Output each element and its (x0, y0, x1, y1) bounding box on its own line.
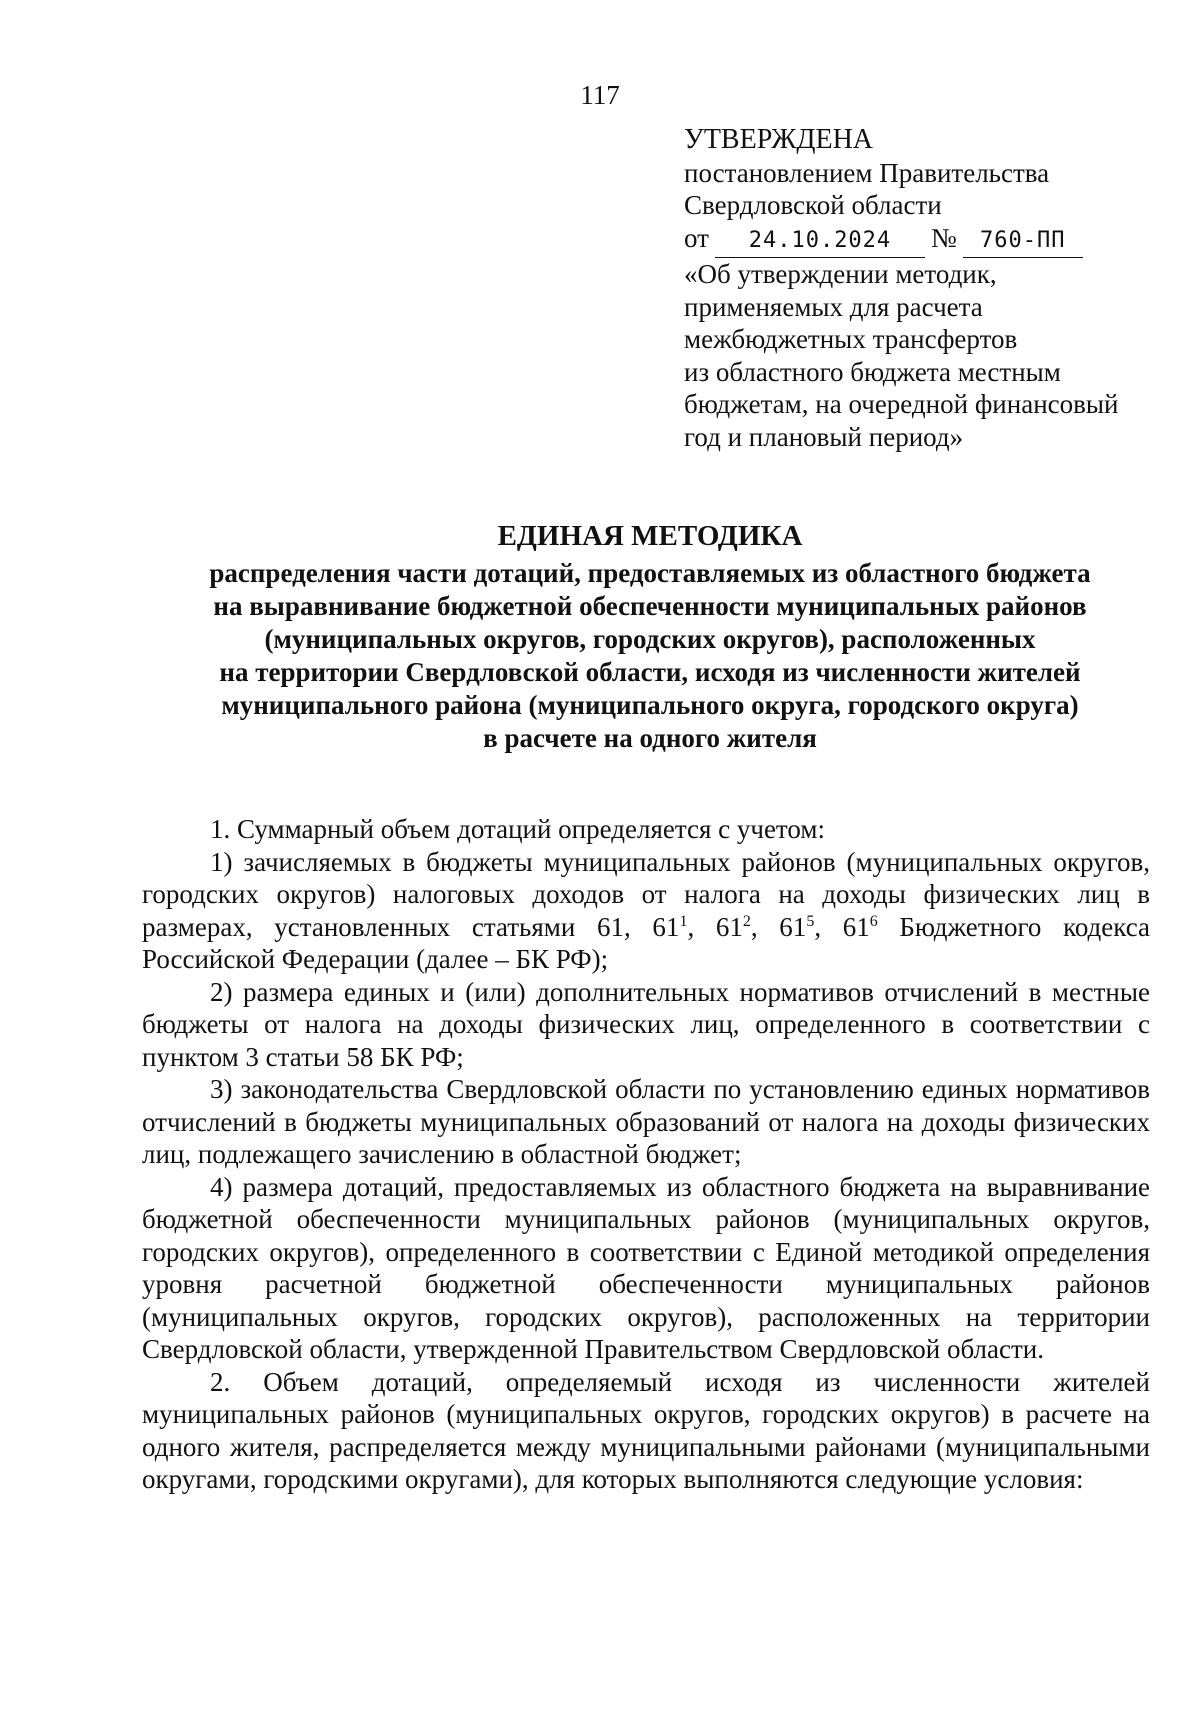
approval-line-1: постановлением Правительства (684, 157, 1050, 188)
resolution-title-line: применяемых для расчета (684, 291, 983, 322)
approval-date-number-line (684, 222, 1164, 259)
approval-block (684, 124, 1164, 453)
approval-heading: УТВЕРЖДЕНА (684, 124, 874, 155)
page-number: 117 (580, 80, 620, 110)
subtitle-line: муниципального района (муниципального округа, городского округа) (221, 690, 1079, 720)
subtitle-line: на выравнивание бюджетной обеспеченности муниципальных районов (213, 591, 1087, 621)
paragraph-1-1: 1) зачисляемых в бюджеты муниципальных районов (муниципальных округов, городских округов) налоговых доходов от налога на доходы физических лиц в размерах, установленных статьями 61, $61^1$, $61^2$, $61^5$, $61^6$ Бюджетного кодекса Российской Федерации (далее – БК РФ); (142, 846, 1151, 974)
resolution-title-line: год и плановый период» (684, 421, 964, 452)
paragraph-1-3: 3) законодательства Свердловской области по установлению единых нормативов отчислений в бюджеты муниципальных образований от налога на доходы физических лиц, подлежащего зачислению в областной бюджет; (142, 1074, 1150, 1169)
resolution-title-line: из областного бюджета местным (684, 356, 1061, 387)
resolution-title-line: «Об утверждении методик, (684, 259, 997, 289)
approval-number: 760-ПП (963, 225, 1083, 259)
from-label: от (684, 222, 709, 253)
resolution-title-line: бюджетам, на очередной финансовый (684, 389, 1119, 419)
paragraph-2: 2. Объем дотаций, определяемый исходя из численности жителей муниципальных районов (муниципальных округов, городских округов) в расчете на одного жителя, распределяется между муниципальными районами (муниципальными округами, городскими округами), для которых выполняются следующие условия: (142, 1366, 1150, 1494)
number-label: № (930, 222, 957, 253)
subtitle-line: в расчете на одного жителя (483, 723, 817, 753)
document-body (142, 813, 1150, 1496)
title-main: ЕДИНАЯ МЕТОДИКА (497, 520, 803, 552)
approval-date: 24.10.2024 (715, 225, 925, 259)
paragraph-1: 1. Суммарный объем дотаций определяется с учетом: (210, 814, 825, 844)
approval-line-2: Свердловской области (684, 190, 942, 220)
subtitle-line: (муниципальных округов, городских округов), расположенных (264, 624, 1036, 654)
title-subtitle (130, 557, 1170, 755)
document-title (130, 518, 1170, 755)
subtitle-line: распределения части дотаций, предоставляемых из областного бюджета (209, 558, 1091, 588)
paragraph-1-4: 4) размера дотаций, предоставляемых из областного бюджета на выравнивание бюджетной обеспеченности муниципальных районов (муниципальных округов, городских округов), определенного в соответствии с Единой методикой определения уровня расчетной бюджетной обеспеченности муниципальных районов (муниципальных округов, городских округов), расположенных на территории Свердловской области, утвержденной Правительством Свердловской области. (142, 1171, 1150, 1364)
paragraph-1-2: 2) размера единых и (или) дополнительных нормативов отчислений в местные бюджеты от налога на доходы физических лиц, определенного в соответствии с пунктом 3 статьи 58 БК РФ; (142, 976, 1150, 1072)
subtitle-line: на территории Свердловской области, исходя из численности жителей (219, 657, 1081, 687)
resolution-title-line: межбюджетных трансфертов (684, 324, 1018, 354)
